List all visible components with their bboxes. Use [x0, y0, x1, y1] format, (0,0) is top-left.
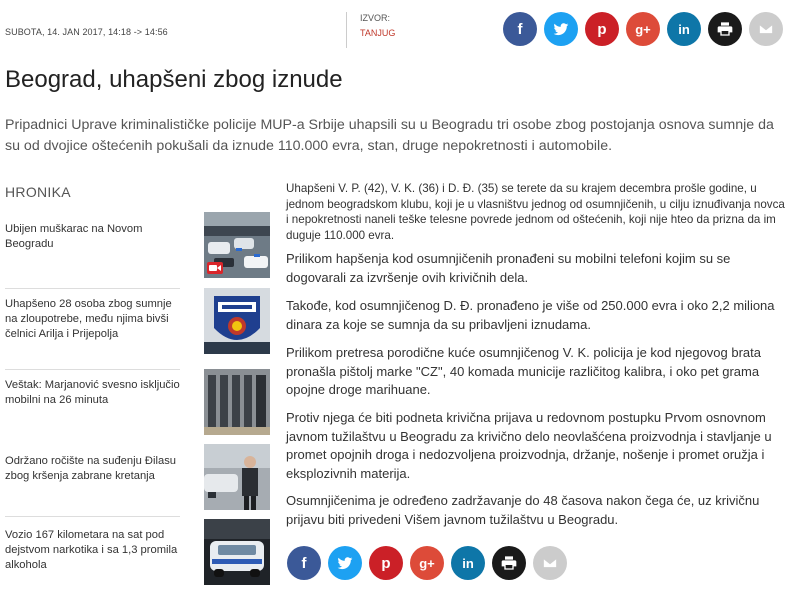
- share-toolbar-top: [503, 12, 790, 46]
- source-value: TANJUG: [360, 28, 396, 38]
- share-twitter-button[interactable]: [544, 12, 578, 46]
- print-icon: [717, 21, 733, 37]
- sidebar-item-label[interactable]: Uhapšeno 28 osoba zbog sumnje na zloupotrebe, među njima bivši čelnici Arilja i Prijepolja: [5, 298, 172, 340]
- sidebar-item[interactable]: [0, 440, 272, 516]
- google-plus-icon: g+: [635, 21, 651, 37]
- article-paragraph: Takođe, kod osumnjičenog D. Đ. pronađeno je više od 250.000 evra i oko 2,2 miliona dinara za koje se sumnja da su pribavljeni iznudama.: [286, 298, 775, 332]
- sidebar-item-label[interactable]: Ubijen muškarac na Novom Beogradu: [5, 223, 143, 250]
- facebook-icon: f: [301, 554, 307, 572]
- mail-icon: [758, 21, 774, 37]
- share-toolbar-bottom: [287, 546, 574, 580]
- sidebar-item-label[interactable]: Veštak: Marjanović svesno isključio mobilni na 26 minuta: [5, 379, 180, 406]
- share-facebook-button[interactable]: [287, 546, 321, 580]
- article-paragraph: Protiv njega će biti podneta krivična prijava u redovnom postupku Prvom osnovnom javnom tužilaštvu u Beogradu za krivično delo neovlašćena proizvodnja i stavljanje u promet opojnih droga i nedozvoljena proizvodnja, držanje, nošenje i promet oružja i eksplozivnih materija.: [286, 410, 772, 481]
- divider: [5, 288, 180, 289]
- share-google-plus-button[interactable]: [410, 546, 444, 580]
- share-twitter-button[interactable]: [328, 546, 362, 580]
- police-badge-photo: [204, 288, 270, 354]
- sidebar-item[interactable]: [0, 516, 272, 597]
- linkedin-icon: in: [678, 21, 690, 37]
- share-email-button[interactable]: [749, 12, 783, 46]
- print-button[interactable]: [492, 546, 526, 580]
- share-google-plus-button[interactable]: [626, 12, 660, 46]
- sidebar-item-thumbnail[interactable]: [204, 444, 270, 510]
- share-pinterest-button[interactable]: [369, 546, 403, 580]
- share-linkedin-button[interactable]: [667, 12, 701, 46]
- pinterest-icon: p: [381, 554, 391, 572]
- sidebar-item-thumbnail[interactable]: [204, 212, 270, 278]
- share-pinterest-button[interactable]: [585, 12, 619, 46]
- share-facebook-button[interactable]: [503, 12, 537, 46]
- sidebar-item-label[interactable]: Vozio 167 kilometara na sat pod dejstvom narkotika i sa 1,3 promila alkohola: [5, 529, 178, 571]
- article-paragraph: Prilikom hapšenja kod osumnjičenih pronađeni su mobilni telefoni kojim su se dogovarali za izvršenje ovih krivičnih dela.: [286, 251, 731, 285]
- top-bar: [0, 0, 795, 62]
- source-label: IZVOR:: [360, 13, 391, 23]
- article-paragraph: Osumnjičenima je određeno zadržavanje do 48 časova nakon čega će, uz krivičnu prijavu biti privedeni Višem javnom tužilaštvu u Beogradu.: [286, 493, 760, 527]
- sidebar-item-label[interactable]: Održano ročište na suđenju Đilasu zbog kršenja zabrane kretanja: [5, 455, 177, 482]
- article-paragraph: Prilikom pretresa porodične kuće osumnjičenog V. K. policija je kod njegovog brata pronašla pištolj marke "CZ", 40 komada municije različitog kalibra, i oko pet grama opojne droge marihuane.: [286, 345, 762, 397]
- pinterest-icon: p: [597, 20, 607, 38]
- google-plus-icon: g+: [419, 555, 435, 571]
- print-icon: [501, 555, 517, 571]
- share-linkedin-button[interactable]: [451, 546, 485, 580]
- sidebar-item[interactable]: [0, 369, 272, 439]
- sidebar-heading[interactable]: HRONIKA: [5, 184, 71, 200]
- divider: [346, 12, 347, 48]
- video-camera-icon: [207, 262, 223, 274]
- divider: [5, 369, 180, 370]
- article-date: SUBOTA, 14. JAN 2017, 14:18 -> 14:56: [5, 27, 168, 37]
- court-building-photo: [204, 369, 270, 435]
- divider: [5, 516, 180, 517]
- article-lead: Pripadnici Uprave kriminalističke policije MUP-a Srbije uhapsili su u Beogradu tri osobe zbog postojanja osnova sumnje da su od dvojice oštećenih pokušali da iznude 110.000 evra, stan, druge nepokretnosti i automobile.: [5, 117, 774, 154]
- share-email-button[interactable]: [533, 546, 567, 580]
- sidebar-item[interactable]: [0, 288, 272, 370]
- sidebar-item-thumbnail[interactable]: [204, 519, 270, 585]
- twitter-icon: [553, 21, 569, 37]
- sidebar-item[interactable]: [0, 212, 272, 288]
- article-paragraph: Uhapšeni V. P. (42), V. K. (36) i D. Đ. (35) se terete da su krajem decembra prošle godine, u jednom beogradskom klubu, koji je u vlasništvu jednog od osumnjičenih, u cilju iznuđivanja novca i nepokretnosti naneli teške telesne povrede jednom od oštećenih, koji nije hteo da prizna da im duguje 110.000 evra.: [286, 182, 785, 242]
- mail-icon: [542, 555, 558, 571]
- facebook-icon: f: [517, 20, 523, 38]
- sidebar-item-thumbnail[interactable]: [204, 369, 270, 435]
- man-walking-photo: [204, 444, 270, 510]
- police-car-photo: [204, 519, 270, 585]
- article-title: Beograd, uhapšeni zbog iznude: [5, 66, 343, 93]
- sidebar-item-thumbnail[interactable]: [204, 288, 270, 354]
- print-button[interactable]: [708, 12, 742, 46]
- linkedin-icon: in: [462, 555, 474, 571]
- twitter-icon: [337, 555, 353, 571]
